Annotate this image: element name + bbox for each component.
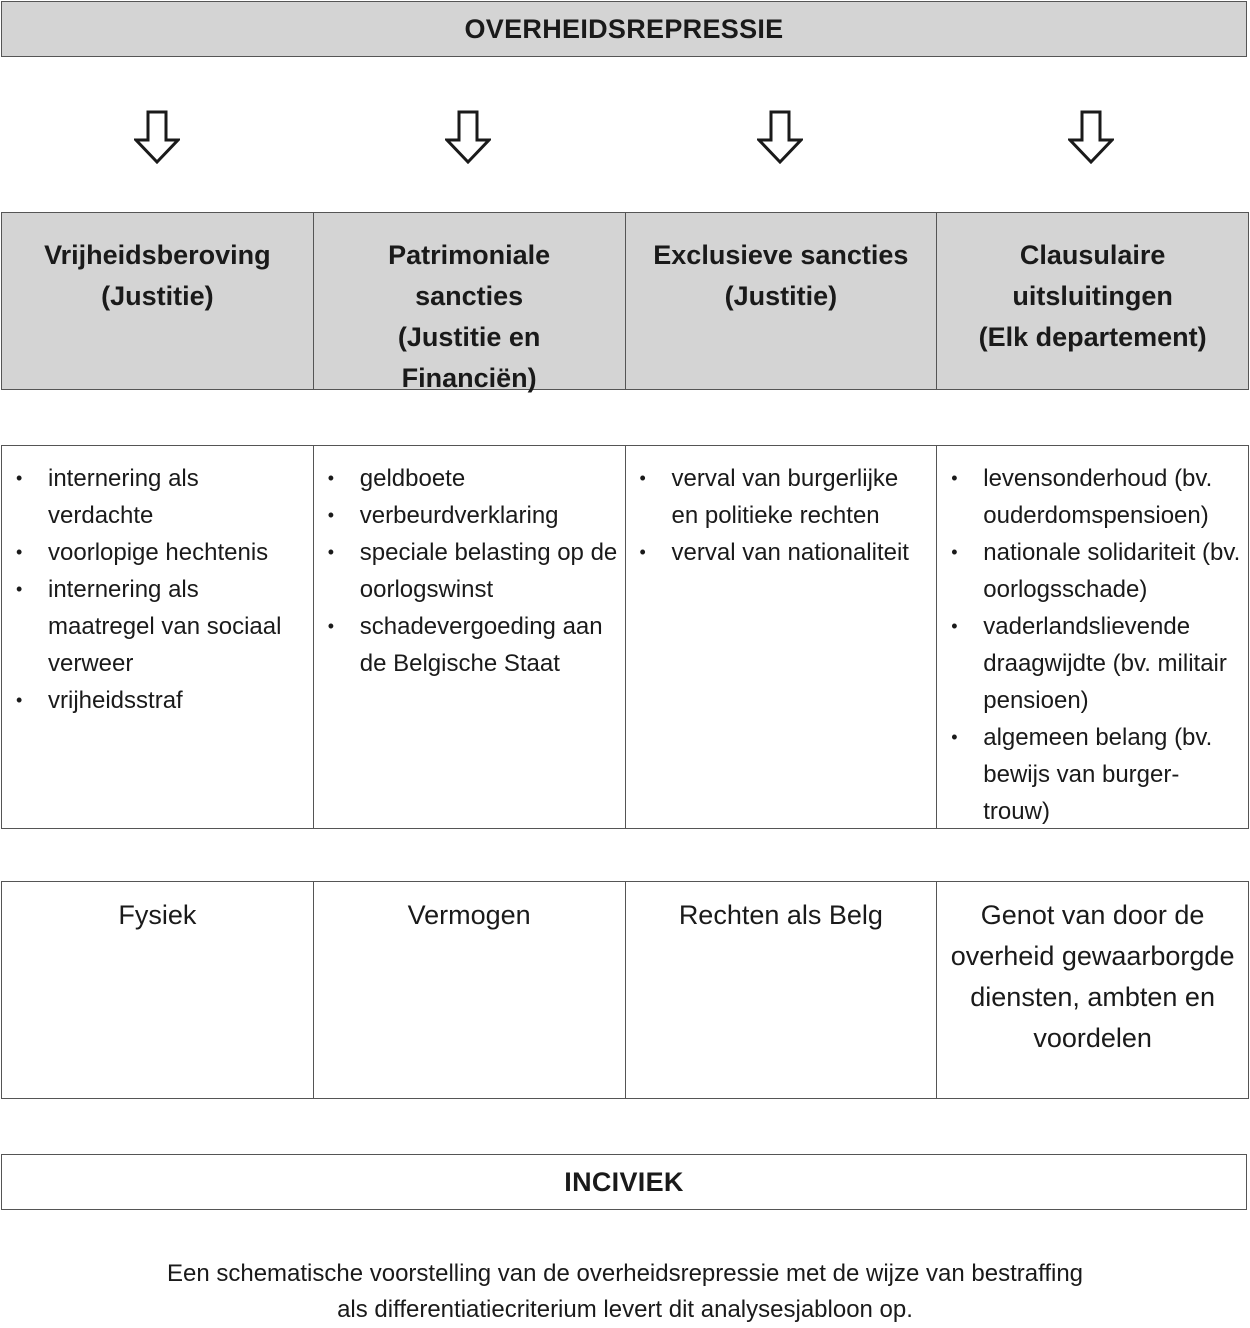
measures-cell <box>2 446 314 828</box>
list-item: • verbeurdverklaring <box>328 497 619 534</box>
list-item: • speciale belasting op de oorlogswinst <box>328 534 619 608</box>
target-row <box>1 881 1249 1099</box>
bottom-label-box <box>1 1154 1247 1210</box>
list-item: • voorlopige hechtenis <box>16 534 307 571</box>
measures-list <box>951 460 1242 830</box>
measures-row <box>1 445 1249 829</box>
measures-list <box>640 460 931 571</box>
category-header: Vrijheidsberoving (Justitie) <box>2 213 314 389</box>
target-cell: Rechten als Belg <box>626 882 938 1098</box>
list-item: • algemeen belang (bv. bewijs van burger-trouw) <box>951 719 1242 830</box>
list-item: • internering als maatregel van sociaal verweer <box>16 571 307 682</box>
list-item: • nationale solidariteit (bv. oorlogsschade) <box>951 534 1242 608</box>
category-header: Exclusieve sancties (Justitie) <box>626 213 938 389</box>
list-item: • verval van burgerlijke en politieke rechten <box>640 460 931 534</box>
figure-caption <box>0 1256 1250 1328</box>
down-arrow-icon <box>757 110 803 164</box>
list-item: • internering als verdachte <box>16 460 307 534</box>
caption-line: Een schematische voorstelling van de overheidsrepressie met de wijze van bestraffing <box>166 1260 1084 1287</box>
arrow-4 <box>936 110 1248 166</box>
bottom-label: INCIVIEK <box>564 1166 684 1197</box>
measures-list <box>16 460 307 719</box>
list-item: • schadevergoeding aan de Belgische Staat <box>328 608 619 682</box>
target-cell: Vermogen <box>314 882 626 1098</box>
category-header: Patrimoniale sancties (Justitie en Financiën) <box>314 213 626 389</box>
measures-cell <box>626 446 938 828</box>
category-header: Clausulaire uitsluitingen (Elk departement) <box>978 240 1207 352</box>
down-arrow-icon <box>445 110 491 164</box>
measures-list <box>328 460 619 682</box>
top-label-box <box>1 1 1247 57</box>
arrow-3 <box>624 110 936 166</box>
list-item: • geldboete <box>328 460 619 497</box>
list-item: • levensonderhoud (bv. ouderdomspensioen) <box>951 460 1242 534</box>
category-header-row <box>1 212 1249 393</box>
down-arrow-icon <box>134 110 180 164</box>
target-cell: Fysiek <box>2 882 314 1098</box>
arrow-row <box>1 110 1247 166</box>
caption-line: als differentiatiecriterium levert dit analysesjabloon op. <box>337 1296 913 1323</box>
arrow-2 <box>313 110 625 166</box>
measures-cell <box>937 446 1248 828</box>
list-item: • verval van nationaliteit <box>640 534 931 571</box>
list-item: • vaderlandslievende draagwijdte (bv. militair pensioen) <box>951 608 1242 719</box>
arrow-1 <box>1 110 313 166</box>
top-label: OVERHEIDSREPRESSIE <box>464 13 784 44</box>
down-arrow-icon <box>1068 110 1114 164</box>
measures-cell <box>314 446 626 828</box>
list-item: • vrijheidsstraf <box>16 682 307 719</box>
target-cell: Genot van door de overheid gewaarborgde diensten, ambten en voordelen <box>950 900 1235 1053</box>
